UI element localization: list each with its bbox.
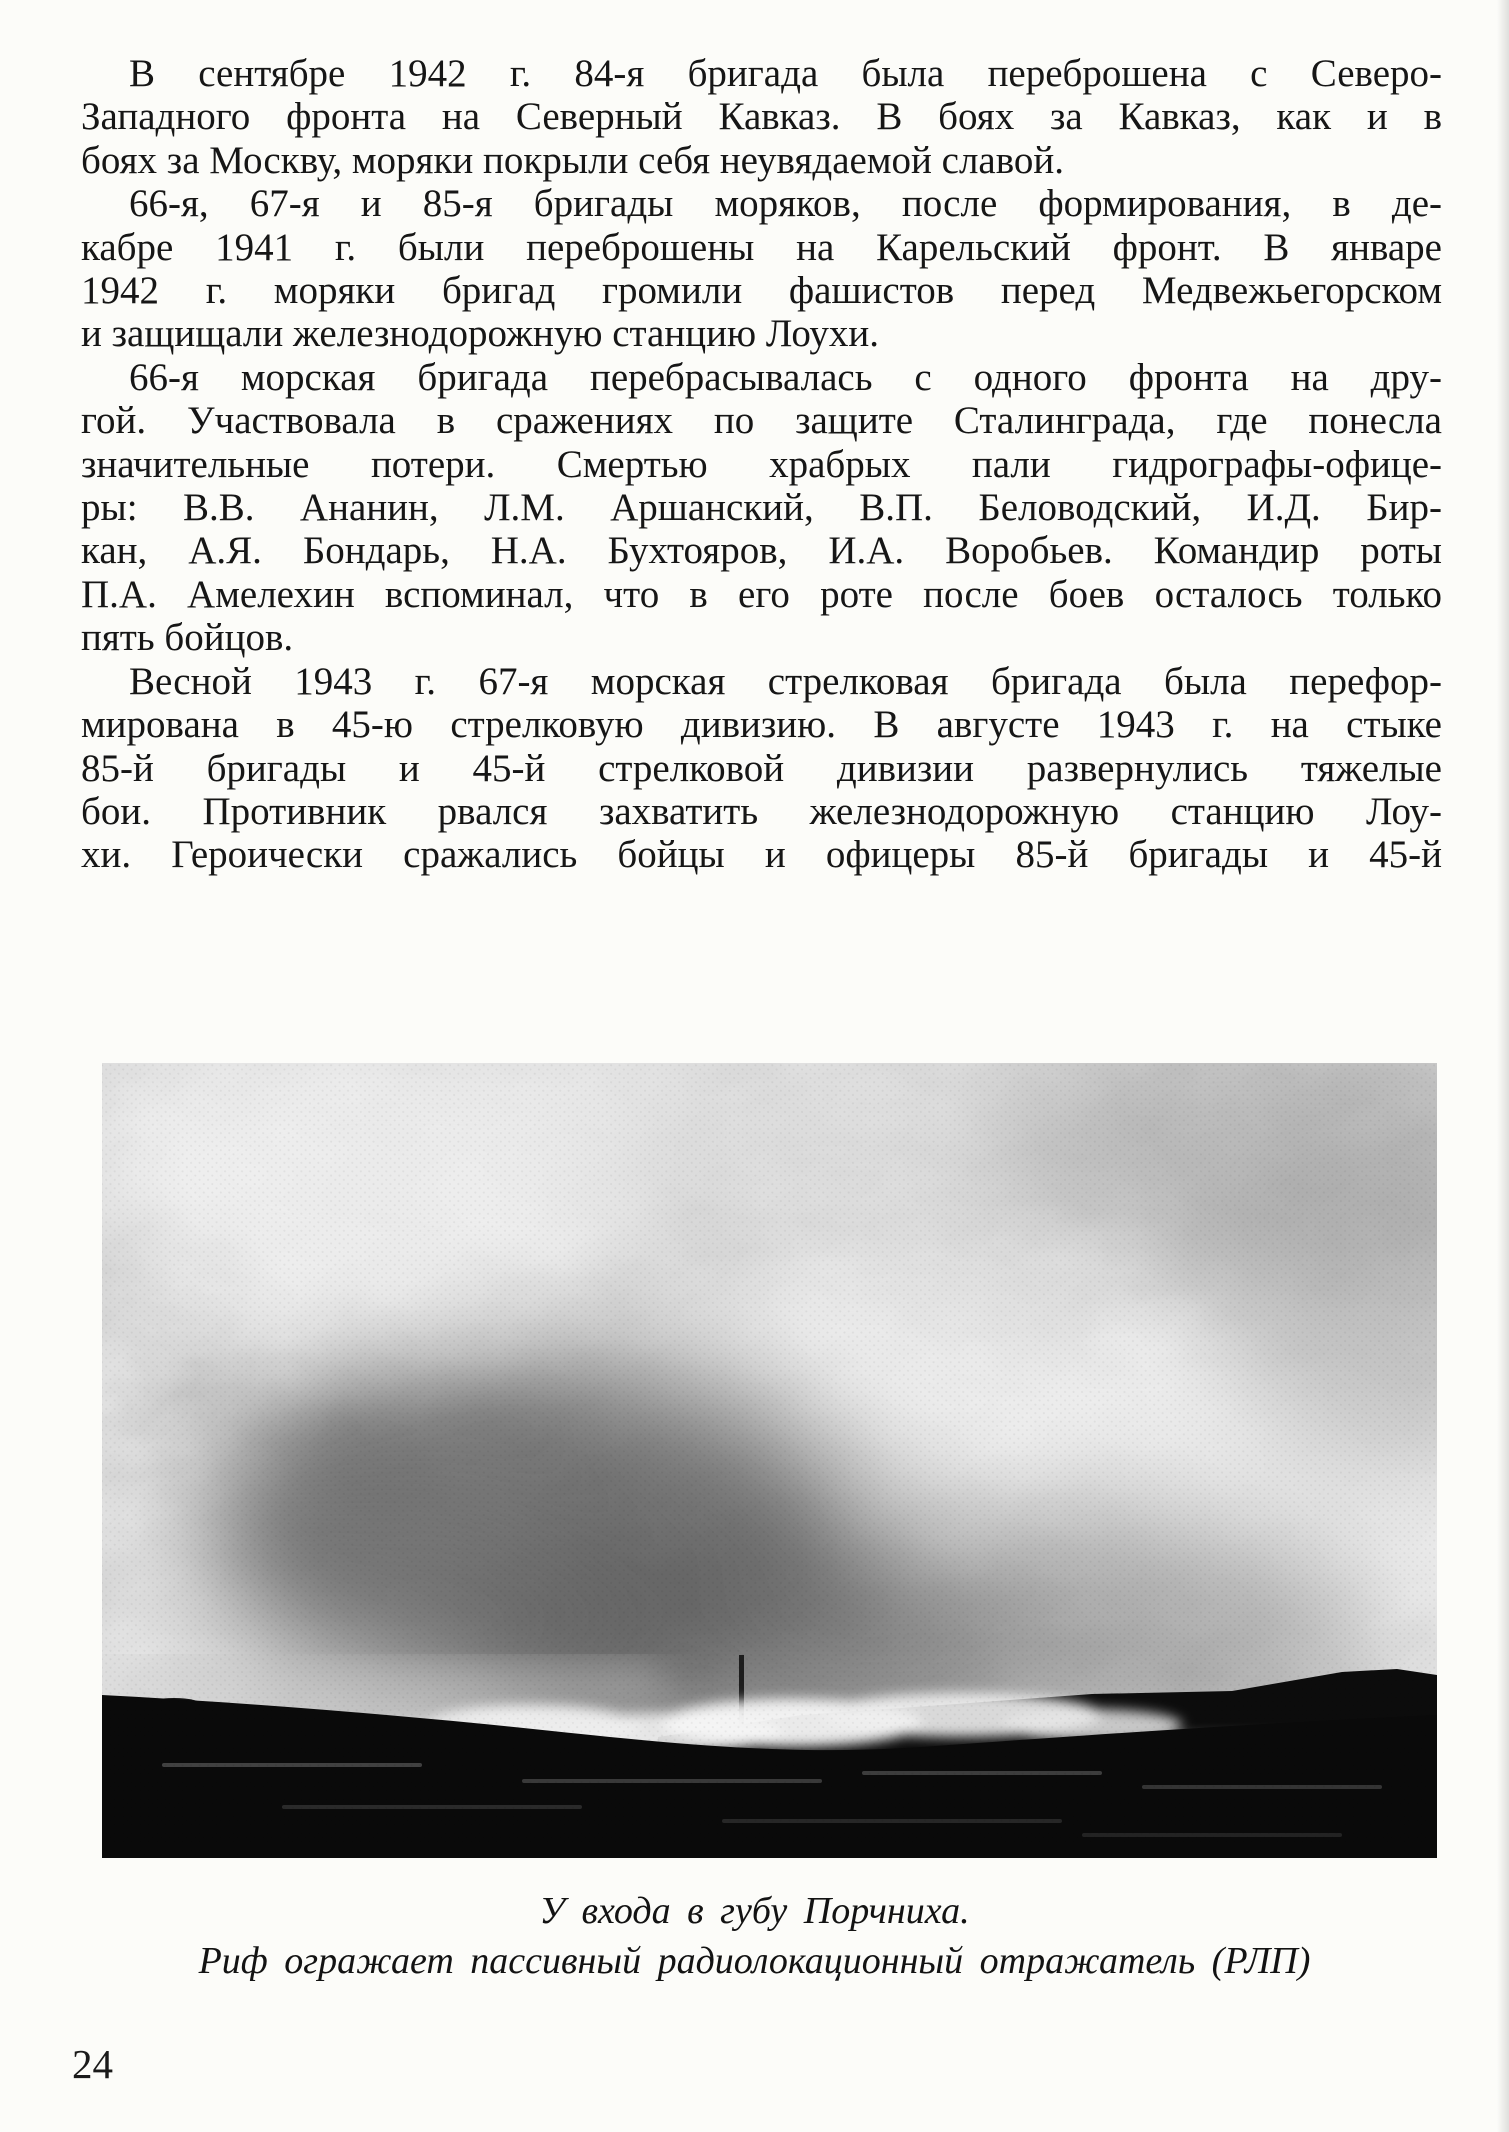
text-line: кабре 1941 г. были переброшены на Карельский фронт. В январе (81, 225, 1442, 269)
paragraph-2 (81, 182, 1442, 356)
text-line: П.А. Амелехин вспоминал, что в его роте после боев осталось только (81, 572, 1442, 616)
seascape-photo-graphic (102, 1063, 1437, 1858)
caption-line-1: У входа в губу Порчниха. (539, 1890, 970, 1932)
paragraph-1 (81, 52, 1442, 182)
text-line: пять бойцов. (81, 616, 294, 660)
paragraph-3 (81, 356, 1442, 660)
photo-caption (0, 1886, 1509, 1986)
paragraph-4 (81, 660, 1442, 877)
text-line: 66-я морская бригада перебрасывалась с одного фронта на дру- (129, 355, 1442, 399)
text-line: значительные потери. Смертью храбрых пали гидрографы-офице- (81, 442, 1442, 486)
text-line: Весной 1943 г. 67-я морская стрелковая бригада была перефор- (129, 659, 1442, 703)
text-line: кан, А.Я. Бондарь, Н.А. Бухтояров, И.А. Воробьев. Командир роты (81, 529, 1442, 573)
text-line: и защищали железнодорожную станцию Лоухи. (81, 312, 879, 356)
text-line: мирована в 45-ю стрелковую дивизию. В августе 1943 г. на стыке (81, 703, 1442, 747)
text-line: 1942 г. моряки бригад громили фашистов перед Медвежьегорском (81, 269, 1442, 313)
text-line: хи. Героически сражались бойцы и офицеры 85-й бригады и 45-й (81, 833, 1442, 877)
text-line: гой. Участвовала в сражениях по защите Сталинграда, где понесла (81, 399, 1442, 443)
page-number: 24 (72, 2041, 113, 2087)
text-line: 66-я, 67-я и 85-я бригады моряков, после формирования, в де- (129, 182, 1442, 226)
text-line: 85-й бригады и 45-й стрелковой дивизии развернулись тяжелые (81, 746, 1442, 790)
text-line: боях за Москву, моряки покрыли себя неувядаемой славой. (81, 138, 1064, 182)
text-line: ры: В.В. Ананин, Л.М. Аршанский, В.П. Беловодский, И.Д. Бир- (81, 486, 1442, 530)
body-text (81, 52, 1442, 877)
halftone-overlay (102, 1063, 1437, 1858)
seascape-photo (102, 1063, 1437, 1858)
text-line: Западного фронта на Северный Кавказ. В боях за Кавказ, как и в (81, 95, 1442, 139)
caption-line-2: Риф огражает пассивный радиолокационный отражатель (РЛП) (198, 1940, 1311, 1982)
text-line: В сентябре 1942 г. 84-я бригада была переброшена с Северо- (129, 52, 1442, 95)
text-line: бои. Противник рвался захватить железнодорожную станцию Лоу- (81, 789, 1442, 833)
scan-edge-artifact (1497, 0, 1509, 2132)
